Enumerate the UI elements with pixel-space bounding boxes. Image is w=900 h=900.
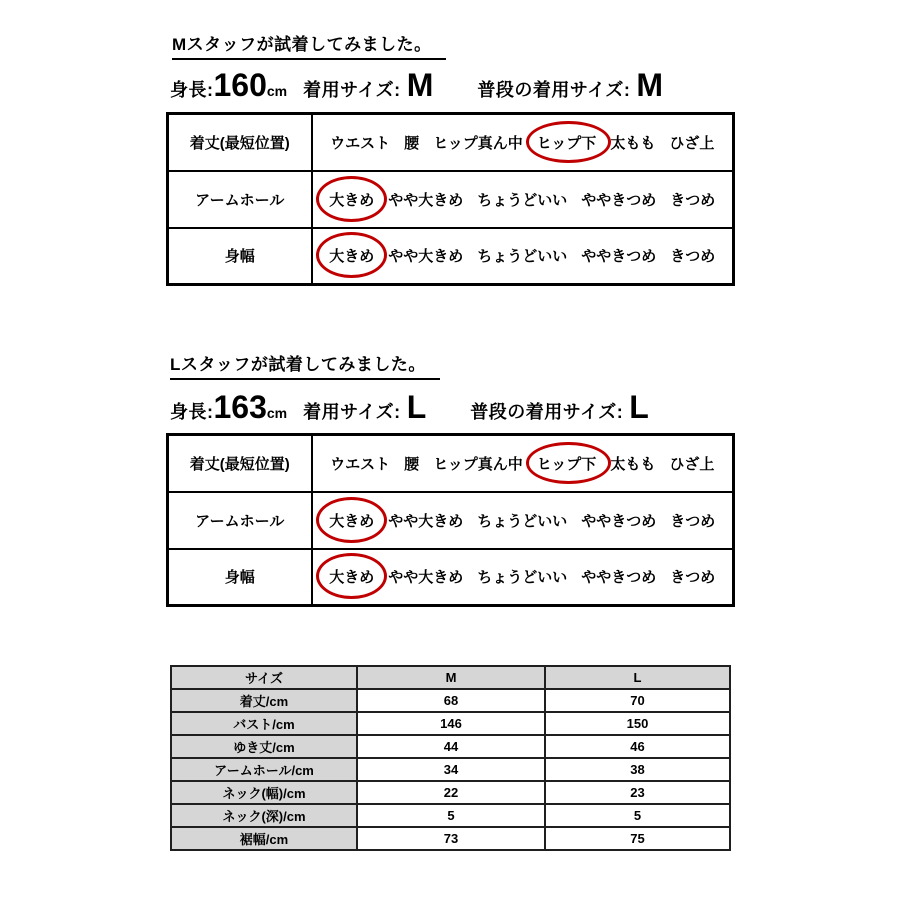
m-section-heading: Mスタッフが試着してみました。 — [172, 30, 446, 60]
spec-label: ゆき丈/cm — [171, 735, 357, 758]
usual-size-label: 普段の着用サイズ: — [477, 80, 631, 100]
spec-value-l: 150 — [545, 712, 730, 735]
spec-value-m: 73 — [357, 827, 545, 850]
fit-option: 腰 — [404, 134, 420, 152]
fit-option-circled: ヒップ下 — [537, 453, 597, 474]
fit-row-label: 着丈(最短位置) — [168, 114, 312, 171]
fit-option: ひざ上 — [669, 455, 715, 473]
fit-option-circled: ヒップ下 — [537, 132, 597, 153]
fit-options — [313, 229, 733, 284]
height-label: 身長: — [170, 402, 214, 422]
fit-option: やや大きめ — [388, 248, 464, 266]
height-unit: cm — [266, 83, 288, 99]
spec-value-l: 5 — [545, 804, 730, 827]
spec-label: 着丈/cm — [171, 689, 357, 712]
spec-label: ネック(深)/cm — [171, 804, 357, 827]
table-row — [171, 758, 730, 781]
spec-value-l: 75 — [545, 827, 730, 850]
fit-option-circled: 大きめ — [329, 510, 374, 531]
fit-option: 太もも — [610, 455, 656, 473]
wearing-size-label: 着用サイズ: — [303, 80, 401, 100]
usual-size-value: M — [636, 67, 664, 103]
table-row — [168, 228, 734, 285]
fit-row-label: アームホール — [168, 171, 312, 228]
fit-option: きつめ — [670, 512, 716, 530]
spec-label: 裾幅/cm — [171, 827, 357, 850]
fit-option: やや大きめ — [388, 191, 464, 209]
height-value: 163 — [213, 389, 267, 425]
wearing-size-label: 着用サイズ: — [303, 402, 401, 422]
table-row — [168, 114, 734, 171]
fit-row-label: 着丈(最短位置) — [168, 435, 312, 492]
table-row — [171, 804, 730, 827]
spec-label: ネック(幅)/cm — [171, 781, 357, 804]
m-stats-line — [170, 67, 663, 104]
size-l-header: L — [545, 666, 730, 689]
table-row — [168, 171, 734, 228]
usual-size-label: 普段の着用サイズ: — [470, 402, 624, 422]
m-fit-table — [166, 112, 735, 286]
spec-value-l: 38 — [545, 758, 730, 781]
height-label: 身長: — [170, 80, 214, 100]
fit-option: ややきつめ — [581, 512, 657, 530]
size-m-header: M — [357, 666, 545, 689]
table-row — [171, 689, 730, 712]
fit-option: ややきつめ — [581, 248, 657, 266]
table-row — [171, 735, 730, 758]
l-stats-line — [170, 389, 649, 426]
fit-option: ややきつめ — [581, 569, 657, 587]
table-row — [168, 435, 734, 492]
fit-option: ちょうどいい — [477, 191, 568, 209]
fit-options — [313, 436, 733, 491]
fit-option: ウエスト — [330, 455, 391, 473]
table-header-row — [171, 666, 730, 689]
fit-option: きつめ — [670, 569, 716, 587]
fit-option: ちょうどいい — [477, 569, 568, 587]
spec-value-l: 46 — [545, 735, 730, 758]
fit-options — [313, 493, 733, 548]
fit-option: きつめ — [670, 248, 716, 266]
fit-option-circled: 大きめ — [329, 245, 374, 266]
fit-row-label: 身幅 — [168, 228, 312, 285]
spec-value-m: 146 — [357, 712, 545, 735]
fit-options — [313, 115, 733, 170]
fit-option: きつめ — [670, 191, 716, 209]
table-row — [171, 712, 730, 735]
size-header: サイズ — [171, 666, 357, 689]
fit-row-label: アームホール — [168, 492, 312, 549]
fit-option-circled: 大きめ — [329, 189, 374, 210]
fit-options — [313, 172, 733, 227]
spec-value-l: 23 — [545, 781, 730, 804]
spec-value-m: 44 — [357, 735, 545, 758]
fit-row-label: 身幅 — [168, 549, 312, 606]
wearing-size-value: M — [406, 67, 434, 103]
table-row — [171, 781, 730, 804]
spec-value-l: 70 — [545, 689, 730, 712]
spec-value-m: 34 — [357, 758, 545, 781]
fit-option: ちょうどいい — [477, 512, 568, 530]
fit-option-circled: 大きめ — [329, 566, 374, 587]
l-fit-table — [166, 433, 735, 607]
fit-option: ウエスト — [330, 134, 391, 152]
spec-label: アームホール/cm — [171, 758, 357, 781]
spec-value-m: 68 — [357, 689, 545, 712]
usual-size-value: L — [629, 389, 649, 425]
fit-option: 太もも — [610, 134, 656, 152]
fit-option: ややきつめ — [581, 191, 657, 209]
l-section-heading: Lスタッフが試着してみました。 — [170, 350, 440, 380]
wearing-size-value: L — [406, 389, 427, 425]
fit-option: ひざ上 — [669, 134, 715, 152]
table-row — [168, 492, 734, 549]
spec-value-m: 22 — [357, 781, 545, 804]
fit-option: やや大きめ — [388, 512, 464, 530]
table-row — [171, 827, 730, 850]
fit-option: ヒップ真ん中 — [433, 455, 523, 473]
spec-label: バスト/cm — [171, 712, 357, 735]
spec-value-m: 5 — [357, 804, 545, 827]
size-spec-table — [170, 665, 731, 851]
height-value: 160 — [213, 67, 267, 103]
fit-options — [313, 550, 733, 605]
fit-option: ヒップ真ん中 — [433, 134, 523, 152]
fit-option: やや大きめ — [388, 569, 464, 587]
table-row — [168, 549, 734, 606]
fit-option: 腰 — [404, 455, 420, 473]
fit-option: ちょうどいい — [477, 248, 568, 266]
height-unit: cm — [266, 405, 288, 421]
